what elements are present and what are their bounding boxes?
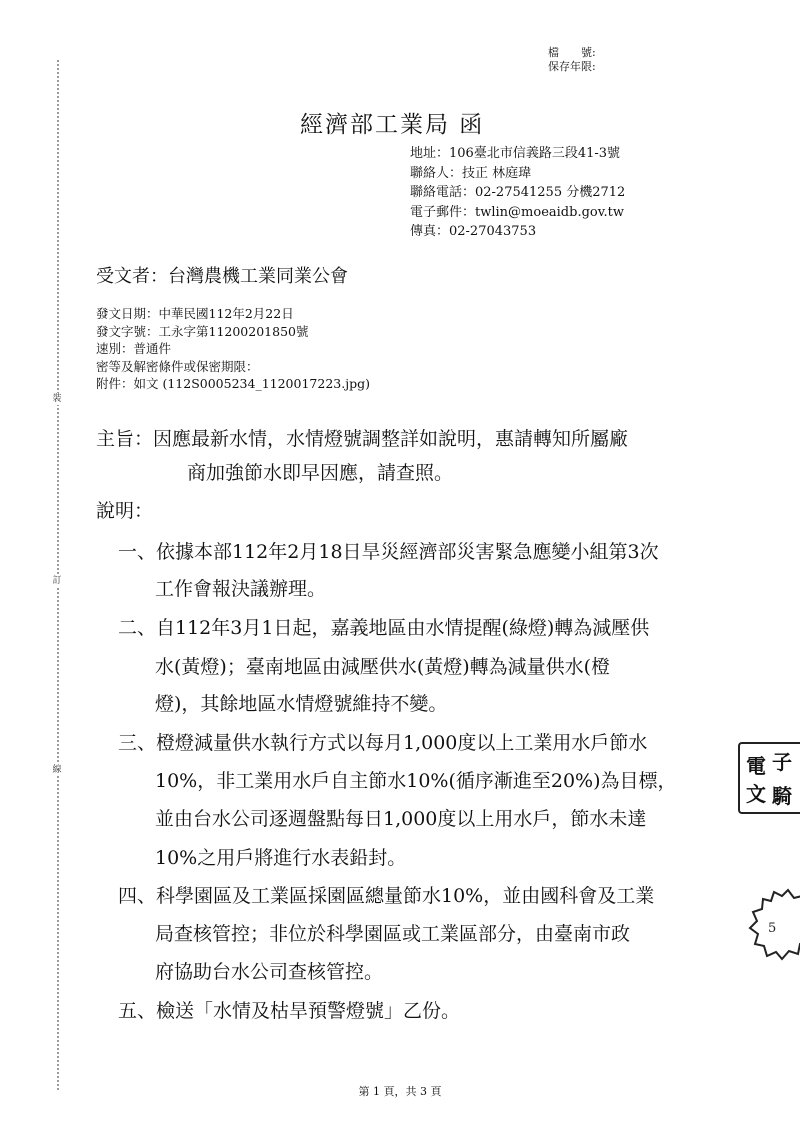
seal-number: 5	[768, 921, 777, 936]
item-3-line-2: 10%，非工業用水戶自主節水10%(循序漸進至20%)為目標，	[155, 770, 677, 792]
confidentiality: 密等及解密條件或保密期限：	[96, 358, 259, 374]
file-number-label: 檔 號:	[548, 46, 596, 59]
item-1-line-2: 工作會報決議辦理。	[155, 578, 327, 600]
issue-date: 發文日期：中華民國112年2月22日	[96, 306, 294, 321]
sender-info	[410, 144, 625, 242]
document-number: 發文字號：工永字第11200201850號	[96, 323, 309, 339]
document-title: 經濟部工業局 函	[300, 112, 485, 138]
item-2-line-3: 燈)，其餘地區水情燈號維持不變。	[155, 693, 448, 715]
subject-line-2: 商加強節水即早因應，請查照。	[187, 462, 454, 484]
electronic-document-stamp	[738, 742, 800, 814]
document-meta	[96, 305, 370, 393]
binding-mark-zhuang: 裝	[52, 394, 62, 404]
page-footer: 第 1 頁，共 3 頁	[358, 1085, 442, 1098]
binding-mark-ding: 訂	[52, 576, 62, 586]
item-4-line-3: 府協助台水公司查核管控。	[155, 961, 384, 983]
item-2-line-2: 水(黃燈)；臺南地區由減壓供水(黃燈)轉為減量供水(橙	[155, 656, 611, 678]
e-stamp-char-1: 電	[746, 754, 766, 778]
explanation-heading: 說明：	[96, 500, 154, 522]
sender-phone: 聯絡電話：02-27541255 分機2712	[410, 185, 626, 200]
e-stamp-char-3: 文	[746, 782, 766, 806]
archive-info	[548, 46, 596, 74]
item-4-line-2: 局查核管控；非位於科學園區或工業區部分，由臺南市政	[155, 923, 631, 945]
sender-fax: 傳真：02-27043753	[410, 224, 537, 239]
item-3-line-1: 三、橙燈減量供水執行方式以每月1,000度以上工業用水戶節水	[118, 732, 648, 754]
sender-address: 地址：106臺北市信義路三段41-3號	[410, 146, 621, 161]
attachment: 附件：如文 (112S0005234_1120017223.jpg)	[96, 376, 370, 391]
sender-email: 電子郵件：twlin@moeaidb.gov.tw	[410, 204, 625, 220]
item-5-line-1: 五、檢送「水情及枯旱預警燈號」乙份。	[118, 1000, 461, 1022]
binding-mark-xian: 線	[52, 765, 62, 775]
e-stamp-char-4: 騎	[772, 784, 792, 808]
delivery-speed: 速別：普通件	[96, 341, 172, 356]
e-stamp-char-2: 子	[772, 750, 792, 774]
item-2-line-1: 二、自112年3月1日起，嘉義地區由水情提醒(綠燈)轉為減壓供	[118, 617, 650, 639]
subject-line-1: 主旨：因應最新水情，水情燈號調整詳如說明，惠請轉知所屬廠	[96, 428, 629, 450]
item-1-line-1: 一、依據本部112年2月18日旱災經濟部災害緊急應變小組第3次	[118, 541, 659, 563]
sender-contact: 聯絡人：技正 林庭瑋	[410, 165, 532, 181]
item-3-line-3: 並由台水公司逐週盤點每日1,000度以上用水戶，節水未達	[155, 808, 647, 830]
seal-stamp-icon	[744, 886, 800, 966]
recipient: 受文者：台灣農機工業同業公會	[96, 266, 348, 287]
item-3-line-4: 10%之用戶將進行水表鉛封。	[155, 847, 407, 869]
retention-period-label: 保存年限:	[548, 60, 596, 73]
item-4-line-1: 四、科學園區及工業區採園區總量節水10%，並由國科會及工業	[118, 885, 655, 907]
